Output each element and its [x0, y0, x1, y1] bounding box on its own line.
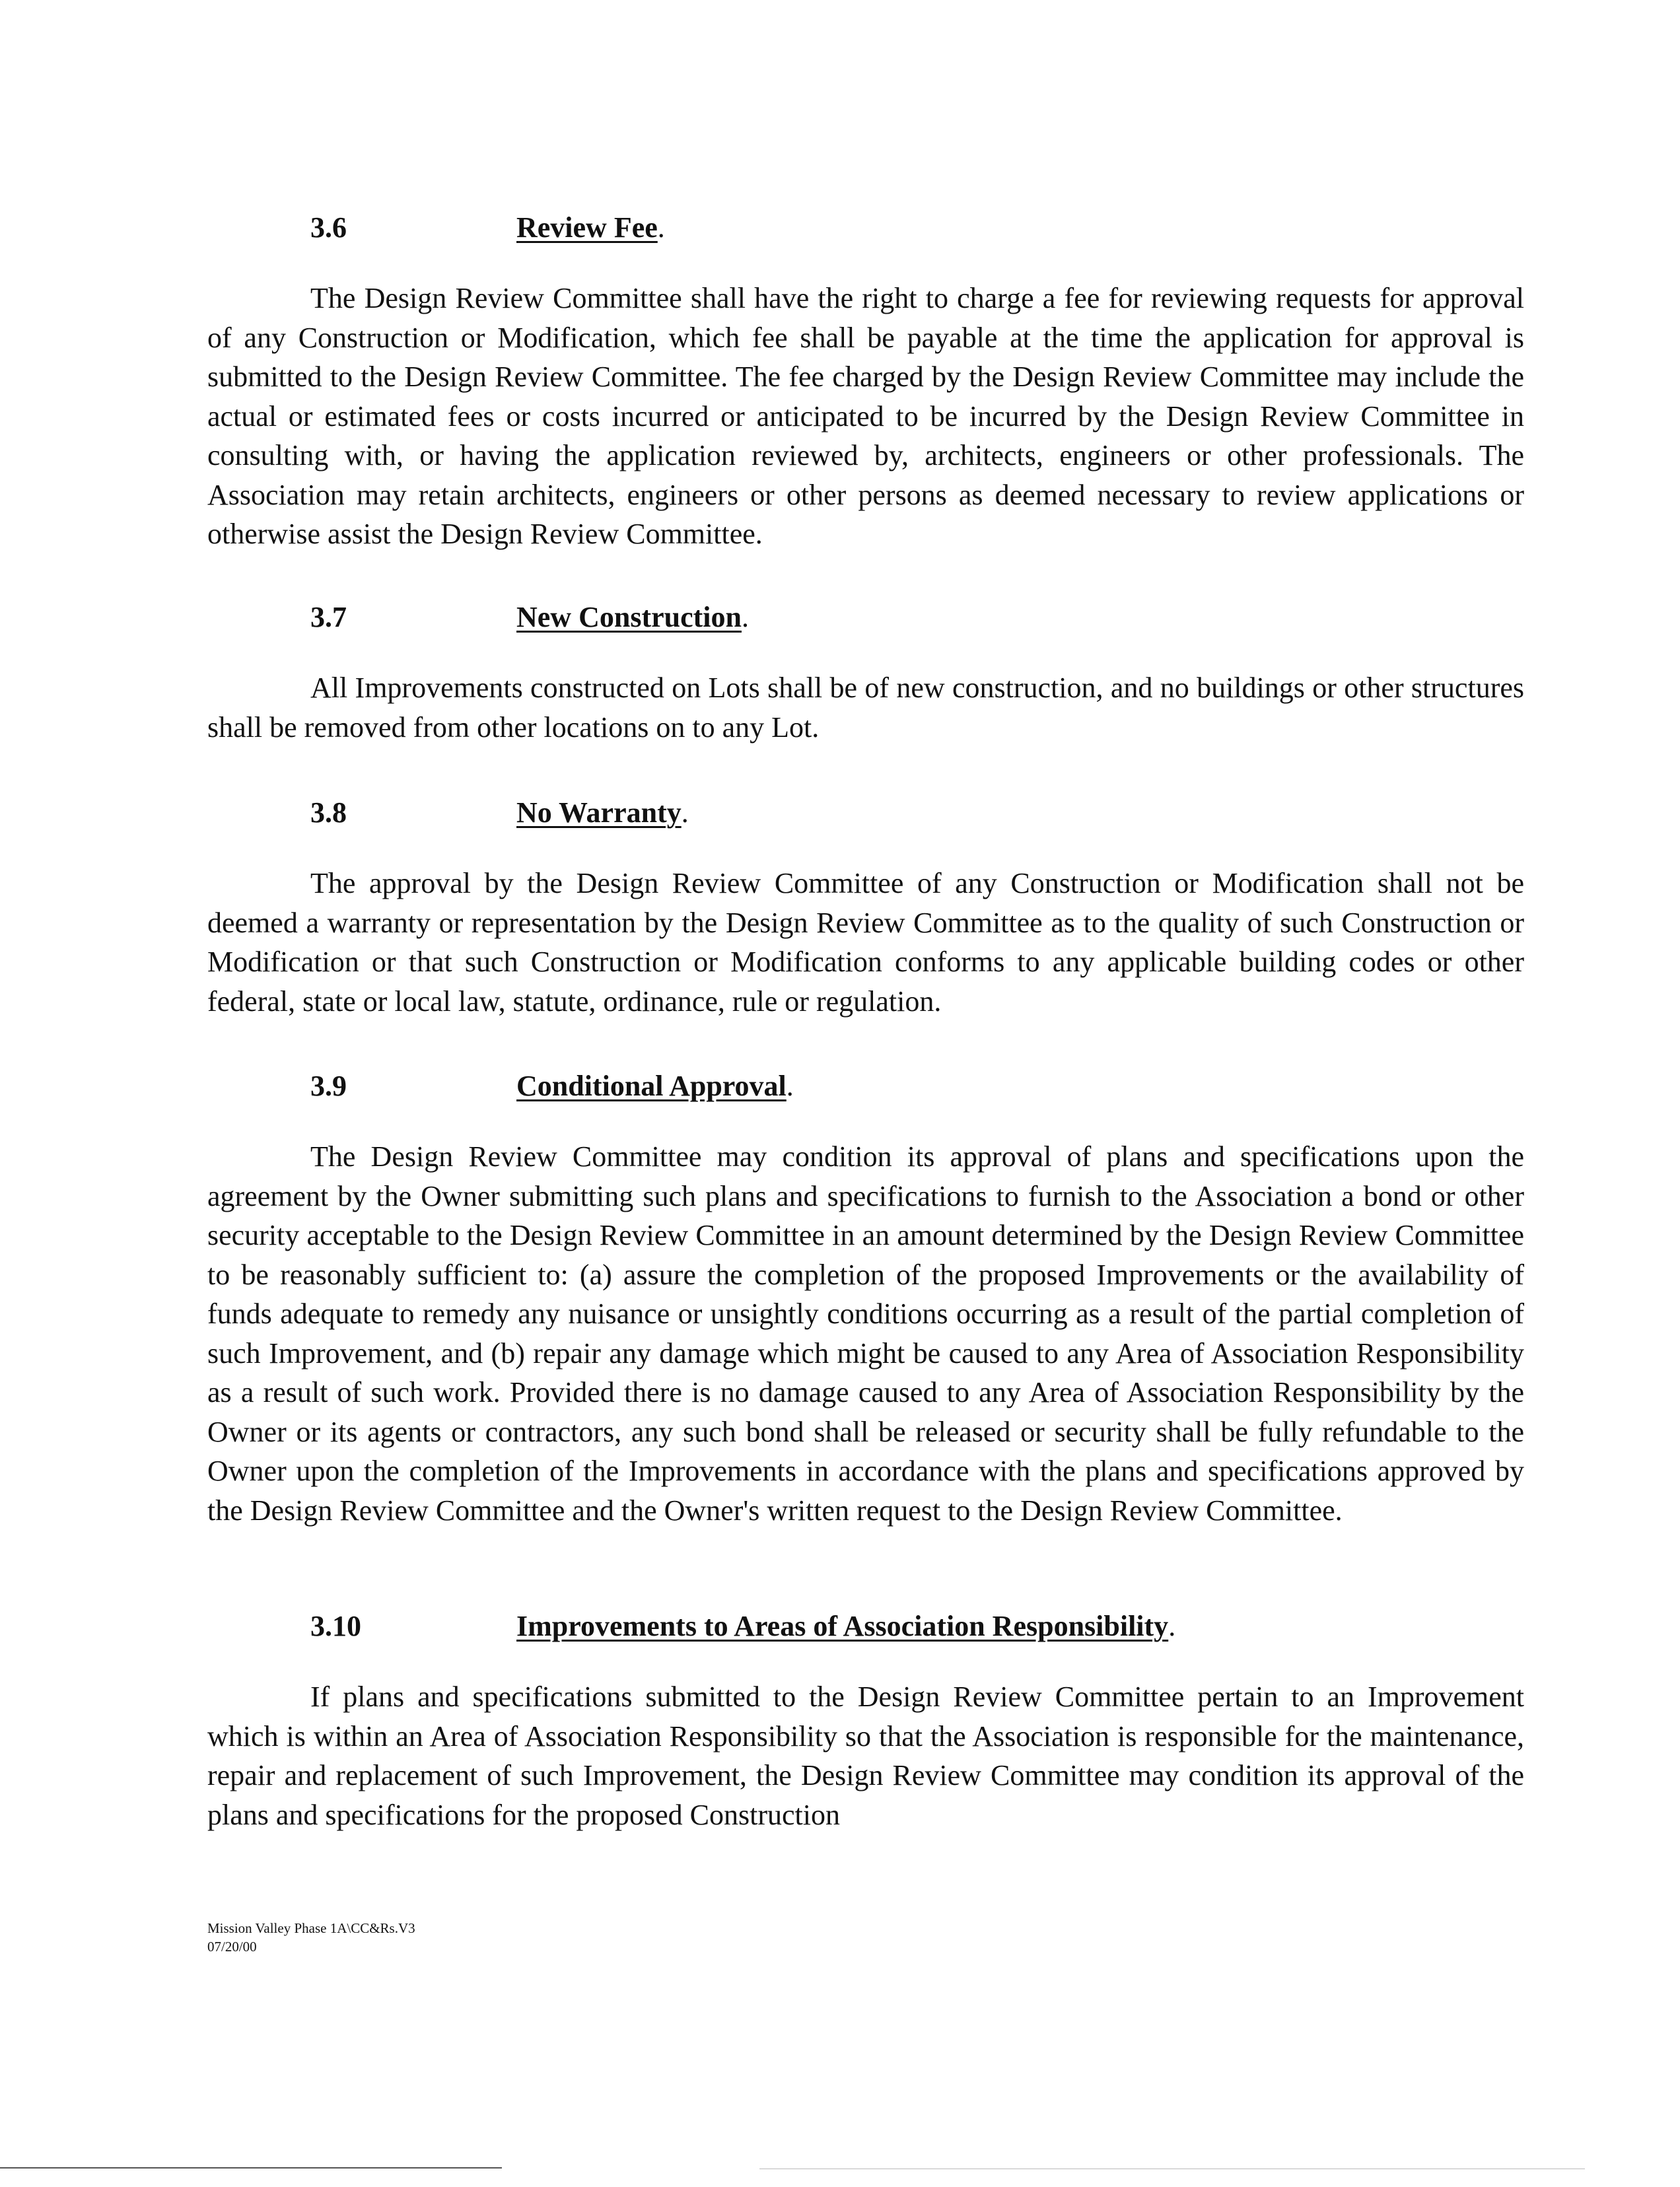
section-title: Improvements to Areas of Association Responsibility.	[516, 1610, 1176, 1642]
section-number: 3.6	[310, 211, 347, 244]
section-number: 3.7	[310, 601, 347, 633]
section-number: 3.10	[310, 1610, 361, 1642]
section-title: New Construction.	[516, 601, 749, 633]
section-heading	[207, 1063, 1524, 1109]
section-body: The Design Review Committee may condition its approval of plans and specifications upon the agreement by the Owner submitting such plans and specifications to furnish to the Association a bond or other security acceptable to the Design Review Committee in an amount determined by the Design Review Committee to be reasonably sufficient to: (a) assure the completion of the proposed Improvements or the availability of funds adequate to remedy any nuisance or unsightly conditions occurring as a result of the partial completion of such Improvement, and (b) repair any damage which might be caused to any Area of Association Responsibility as a result of such work. Provided there is no damage caused to any Area of Association Responsibility by the Owner or its agents or contractors, any such bond shall be released or security shall be fully refundable to the Owner upon the completion of the Improvements in accordance with the plans and specifications approved by the Design Review Committee and the Owner's written request to the Design Review Committee.	[207, 1140, 1524, 1527]
document-footer	[207, 1919, 415, 1956]
section-title: Conditional Approval.	[516, 1070, 794, 1102]
footer-file-path: Mission Valley Phase 1A\CC&Rs.V3	[207, 1920, 415, 1936]
section-3-7	[207, 594, 1524, 747]
section-3-6	[207, 205, 1524, 554]
footer-date: 07/20/00	[207, 1939, 257, 1955]
section-title: No Warranty.	[516, 796, 689, 829]
section-body: The Design Review Committee shall have the right to charge a fee for reviewing requests for approval of any Construction or Modification, which fee shall be payable at the time the application for approval is submitted to the Design Review Committee. The fee charged by the Design Review Committee may include the actual or estimated fees or costs incurred or anticipated to be incurred by the Design Review Committee in consulting with, or having the application reviewed by, architects, engineers or other professionals. The Association may retain architects, engineers or other persons as deemed necessary to review applications or otherwise assist the Design Review Committee.	[207, 282, 1524, 550]
section-number: 3.9	[310, 1070, 347, 1102]
section-number: 3.8	[310, 796, 347, 829]
section-3-10	[207, 1603, 1524, 1834]
scan-edge-line	[0, 2167, 502, 2169]
section-body: If plans and specifications submitted to the Design Review Committee pertain to an Improvement which is within an Area of Association Responsibility so that the Association is responsible for the maintenance, repair and replacement of such Improvement, the Design Review Committee may condition its approval of the plans and specifications for the proposed Construction	[207, 1681, 1524, 1831]
section-body: All Improvements constructed on Lots shall be of new construction, and no buildings or other structures shall be removed from other locations on to any Lot.	[207, 672, 1524, 744]
section-heading	[207, 594, 1524, 641]
section-3-9	[207, 1063, 1524, 1530]
section-heading	[207, 790, 1524, 836]
section-heading	[207, 205, 1524, 251]
section-title: Review Fee.	[516, 211, 665, 244]
section-3-8	[207, 790, 1524, 1021]
section-body: The approval by the Design Review Committee of any Construction or Modification shall not be deemed a warranty or representation by the Design Review Committee as to the quality of such Construction or Modification or that such Construction or Modification conforms to any applicable building codes or other federal, state or local law, statute, ordinance, rule or regulation.	[207, 867, 1524, 1018]
section-heading	[207, 1603, 1524, 1649]
